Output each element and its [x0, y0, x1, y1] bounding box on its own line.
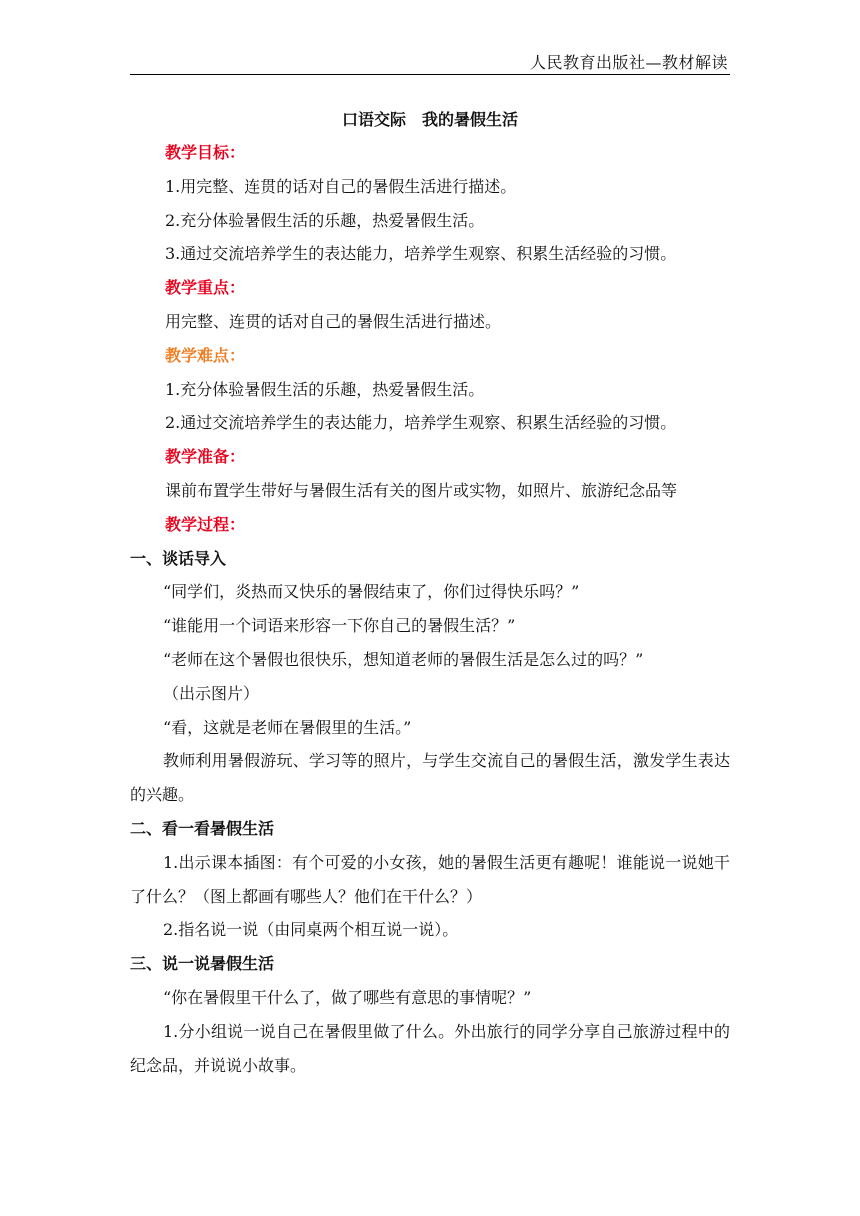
section-paragraph: 1.出示课本插图：有个可爱的小女孩，她的暑假生活更有趣呢！谁能说一说她干了什么？（图上都画有哪些人？他们在干什么？）	[130, 852, 730, 906]
dialogue-line: （出示图片）	[163, 683, 260, 703]
document-body	[130, 104, 730, 1082]
section-line: 2.指名说一说（由同桌两个相互说一说）。	[163, 920, 459, 940]
section-title: 二、看一看暑假生活	[130, 818, 275, 838]
difficulty-item: 1.充分体验暑假生活的乐趣，热爱暑假生活。	[165, 379, 485, 399]
objective-item: 2.充分体验暑假生活的乐趣，热爱暑假生活。	[165, 210, 485, 230]
section-paragraph: 教师利用暑假游玩、学习等的照片，与学生交流自己的暑假生活，激发学生表达的兴趣。	[130, 751, 730, 805]
objectives-heading: 教学目标：	[165, 143, 246, 162]
section-paragraph: 1.分小组说一说自己在暑假里做了什么。外出旅行的同学分享自己旅游过程中的纪念品，并说说小故事。	[130, 1021, 730, 1075]
difficulty-item: 2.通过交流培养学生的表达能力，培养学生观察、积累生活经验的习惯。	[165, 413, 677, 433]
preparation-text: 课前布置学生带好与暑假生活有关的图片或实物，如照片、旅游纪念品等	[165, 480, 678, 500]
objective-item: 1.用完整、连贯的话对自己的暑假生活进行描述。	[165, 176, 517, 196]
difficulties-heading: 教学难点：	[165, 345, 246, 365]
preparation-heading: 教学准备：	[165, 447, 246, 467]
dialogue-line: “你在暑假里干什么了，做了哪些有意思的事情呢？”	[163, 987, 532, 1007]
header-publisher-text: 人民教育出版社—教材解读	[529, 53, 728, 72]
section-title: 一、谈话导入	[130, 548, 227, 568]
dialogue-line: “谁能用一个词语来形容一下你自己的暑假生活？”	[163, 616, 516, 636]
objective-item: 3.通过交流培养学生的表达能力，培养学生观察、积累生活经验的习惯。	[165, 244, 677, 264]
key-points-heading: 教学重点：	[165, 278, 246, 298]
key-points-text: 用完整、连贯的话对自己的暑假生活进行描述。	[165, 311, 502, 331]
process-heading: 教学过程：	[165, 514, 246, 534]
dialogue-line: “看，这就是老师在暑假里的生活。”	[163, 717, 412, 737]
dialogue-line: “老师在这个暑假也很快乐，想知道老师的暑假生活是怎么过的吗？”	[163, 649, 644, 669]
dialogue-line: “同学们，炎热而又快乐的暑假结束了，你们过得快乐吗？”	[163, 582, 580, 602]
document-title: 口语交际 我的暑假生活	[341, 110, 518, 129]
page-header	[130, 44, 730, 75]
section-title: 三、说一说暑假生活	[130, 954, 275, 974]
